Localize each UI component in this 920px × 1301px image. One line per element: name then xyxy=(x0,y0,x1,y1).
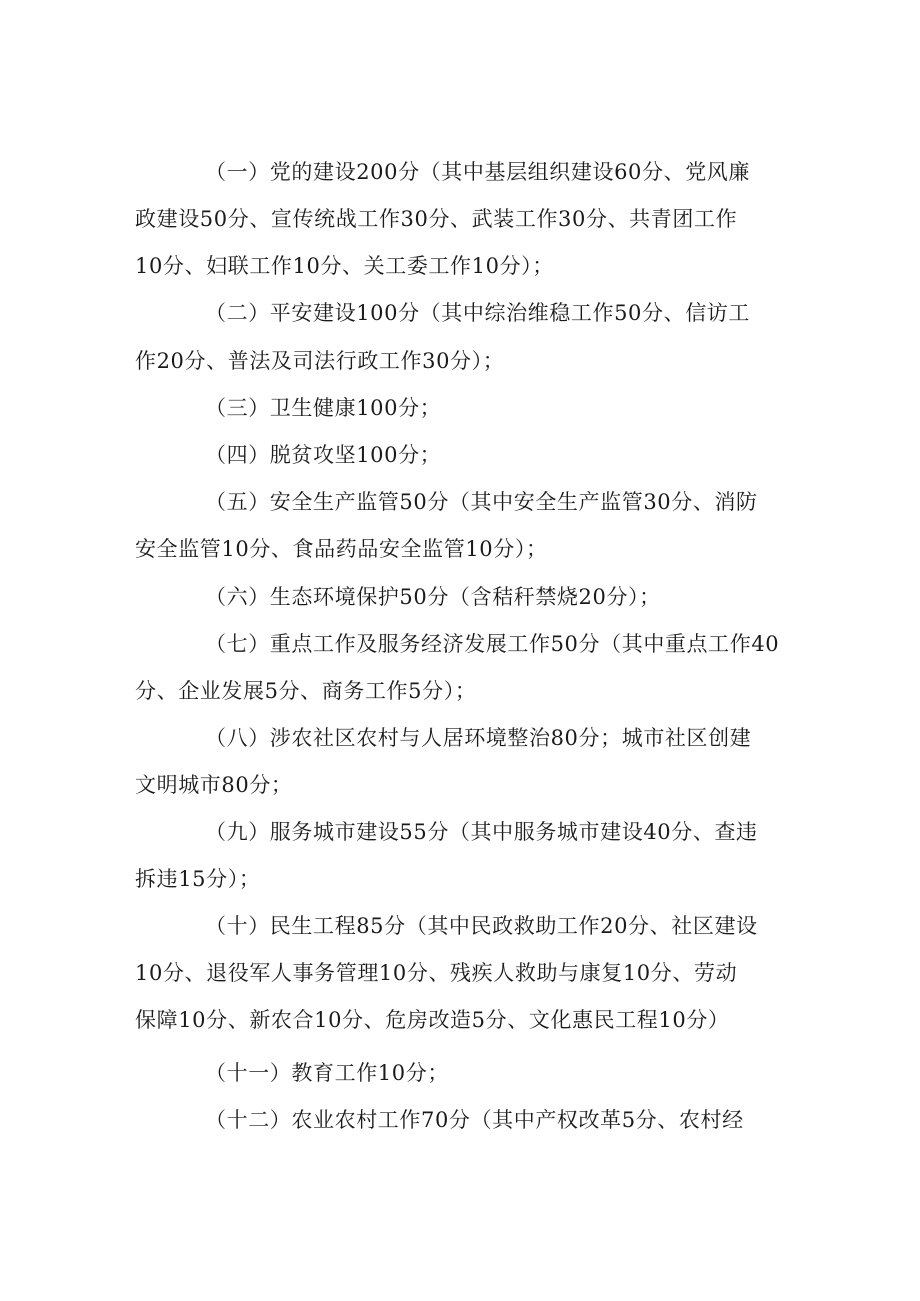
paragraph-10-line-1: （十）民生工程85分（其中民政救助工作20分、社区建设 xyxy=(205,914,758,938)
paragraph-10-line-3: 保障10分、新农合10分、危房改造5分、文化惠民工程10分） xyxy=(135,1008,730,1032)
paragraph-1-line-2: 政建设50分、宣传统战工作30分、武装工作30分、共青团工作 xyxy=(135,207,738,231)
paragraph-7-line-2: 分、企业发展5分、商务工作5分）； xyxy=(135,679,477,703)
paragraph-9-line-1: （九）服务城市建设55分（其中服务城市建设40分、查违 xyxy=(205,820,758,844)
paragraph-5-line-1: （五）安全生产监管50分（其中安全生产监管30分、消防 xyxy=(205,490,758,514)
paragraph-5-line-2: 安全监管10分、食品药品安全监管10分）； xyxy=(135,537,548,561)
paragraph-4-line-1: （四）脱贫攻坚100分； xyxy=(205,443,442,467)
paragraph-7-line-1: （七）重点工作及服务经济发展工作50分（其中重点工作40 xyxy=(205,632,780,656)
paragraph-3-line-1: （三）卫生健康100分； xyxy=(205,396,442,420)
paragraph-8-line-1: （八）涉农社区农村与人居环境整治80分；城市社区创建 xyxy=(205,726,752,750)
paragraph-1-line-3: 10分、妇联工作10分、关工委工作10分）； xyxy=(135,254,554,278)
paragraph-2-line-1: （二）平安建设100分（其中综治维稳工作50分、信访工 xyxy=(205,301,751,325)
paragraph-8-line-2: 文明城市80分； xyxy=(135,773,293,797)
paragraph-2-line-2: 作20分、普法及司法行政工作30分）； xyxy=(135,349,505,373)
paragraph-9-line-2: 拆违15分）； xyxy=(135,867,261,891)
paragraph-12-line-1: （十二）农业农村工作70分（其中产权改革5分、农村经 xyxy=(205,1108,744,1132)
paragraph-11-line-1: （十一）教育工作10分； xyxy=(205,1061,449,1085)
paragraph-10-line-2: 10分、退役军人事务管理10分、残疾人救助与康复10分、劳动 xyxy=(135,961,738,985)
paragraph-6-line-1: （六）生态环境保护50分（含秸秆禁烧20分）； xyxy=(205,585,661,609)
paragraph-1-line-1: （一）党的建设200分（其中基层组织建设60分、党风廉 xyxy=(205,160,751,184)
